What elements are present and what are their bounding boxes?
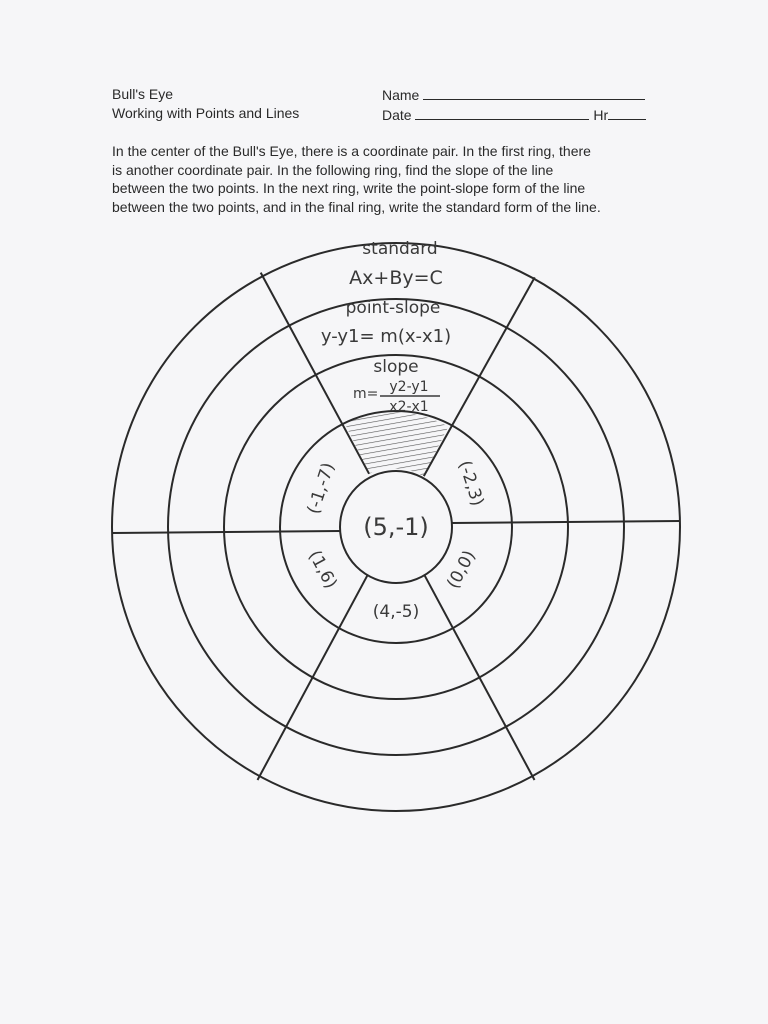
date-label: Date [382, 107, 412, 123]
center-point: (5,-1) [363, 513, 429, 541]
point-slope-label: point-slope [345, 298, 441, 318]
ring1-point-lower-right: (0,0) [443, 547, 480, 593]
slope-label: slope [373, 357, 419, 377]
point-slope-formula: y-y1= m(x-x1) [320, 326, 452, 347]
name-label: Name [382, 87, 420, 103]
instructions-line: between the two points, and in the final ring, write the standard form of the line. [112, 198, 601, 215]
instructions-line: between the two points. In the next ring, write the point-slope form of the line [112, 180, 586, 196]
worksheet-title: Bull's Eye [112, 86, 174, 102]
slope-numerator: y2-y1 [389, 379, 429, 395]
slope-formula-prefix: m= [353, 386, 379, 402]
hour-label: Hr [593, 107, 609, 123]
ring1-point-upper-right: (-2,3) [454, 458, 488, 509]
slope-denominator: x2-x1 [389, 399, 429, 415]
instructions-line: In the center of the Bull's Eye, there is a coordinate pair. In the first ring, there [112, 143, 591, 159]
ring1-point-upper-left: (-1,-7) [303, 460, 339, 517]
shaded-sector [344, 412, 448, 476]
standard-formula: Ax+By=C [349, 267, 443, 289]
worksheet-subtitle: Working with Points and Lines [112, 105, 300, 121]
instructions-line: is another coordinate pair. In the following ring, find the slope of the line [112, 161, 554, 178]
standard-label: standard [362, 239, 438, 259]
ring1-point-bottom: (4,-5) [372, 602, 420, 622]
ring1-point-lower-left: (1,6) [304, 547, 341, 593]
